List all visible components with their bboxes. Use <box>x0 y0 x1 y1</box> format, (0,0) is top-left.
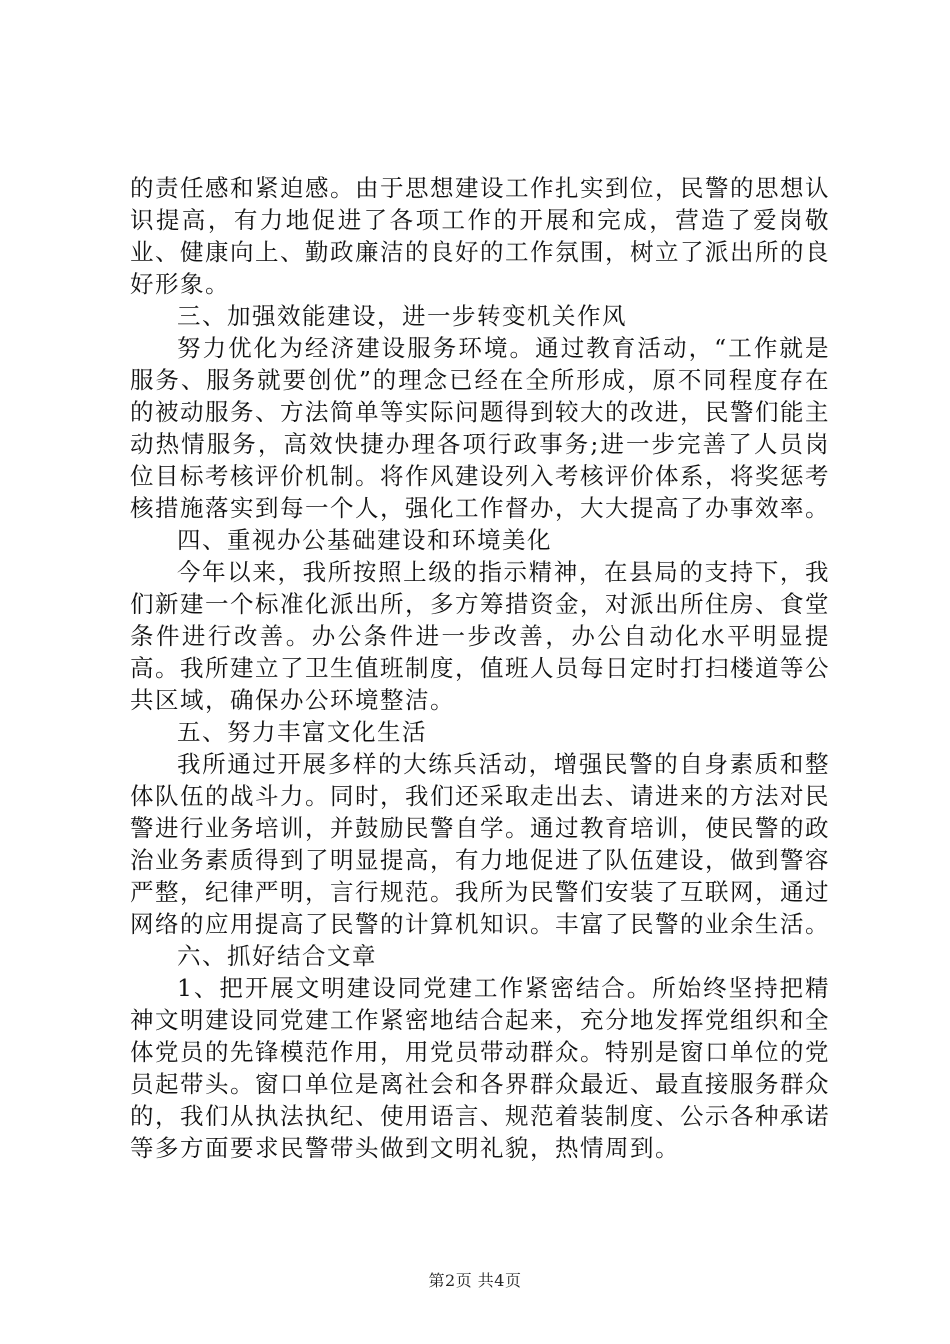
section-heading-6: 六、抓好结合文章 <box>177 942 377 970</box>
page-number-footer: 第2页 共4页 <box>428 1271 522 1290</box>
section-heading-5: 五、努力丰富文化生活 <box>177 718 427 746</box>
paragraph-efficiency: 努力优化为经济建设服务环境。通过教育活动，“工作就是服务、服务就要创优”的理念已经在全所形成，原不同程度存在的被动服务、方法简单等实际问题得到较大的改进，民警们能主动热情服务，高效快捷办理各项行政事务;进一步完善了人员岗位目标考核评价机制。将作风建设列入考核评价体系，将奖惩考核措施落实到每一个人，强化工作督办，大大提高了办事效率。 <box>130 334 830 522</box>
paragraph-culture: 我所通过开展多样的大练兵活动，增强民警的自身素质和整体队伍的战斗力。同时，我们还采取走出去、请进来的方法对民警进行业务培训，并鼓励民警自学。通过教育培训，使民警的政治业务素质得到了明显提高，有力地促进了队伍建设，做到警容严整，纪律严明，言行规范。我所为民警们安装了互联网，通过网络的应用提高了民警的计算机知识。丰富了民警的业余生活。 <box>130 750 830 938</box>
section-heading-4: 四、重视办公基础建设和环境美化 <box>177 526 552 554</box>
section-heading-3: 三、加强效能建设，进一步转变机关作风 <box>177 302 627 330</box>
document-body <box>130 172 830 1164</box>
paragraph-continued: 的责任感和紧迫感。由于思想建设工作扎实到位，民警的思想认识提高，有力地促进了各项工作的开展和完成，营造了爱岗敬业、健康向上、勤政廉洁的良好的工作氛围，树立了派出所的良好形象。 <box>130 174 830 298</box>
paragraph-combination: 1、把开展文明建设同党建工作紧密结合。所始终坚持把精神文明建设同党建工作紧密地结合起来，充分地发挥党组织和全体党员的先锋模范作用，用党员带动群众。特别是窗口单位的党员起带头。窗口单位是离社会和各界群众最近、最直接服务群众的，我们从执法执纪、使用语言、规范着装制度、公示各种承诺等多方面要求民警带头做到文明礼貌，热情周到。 <box>130 974 830 1162</box>
paragraph-office: 今年以来，我所按照上级的指示精神，在县局的支持下，我们新建一个标准化派出所，多方筹措资金，对派出所住房、食堂条件进行改善。办公条件进一步改善，办公自动化水平明显提高。我所建立了卫生值班制度，值班人员每日定时打扫楼道等公共区域，确保办公环境整洁。 <box>130 558 830 714</box>
